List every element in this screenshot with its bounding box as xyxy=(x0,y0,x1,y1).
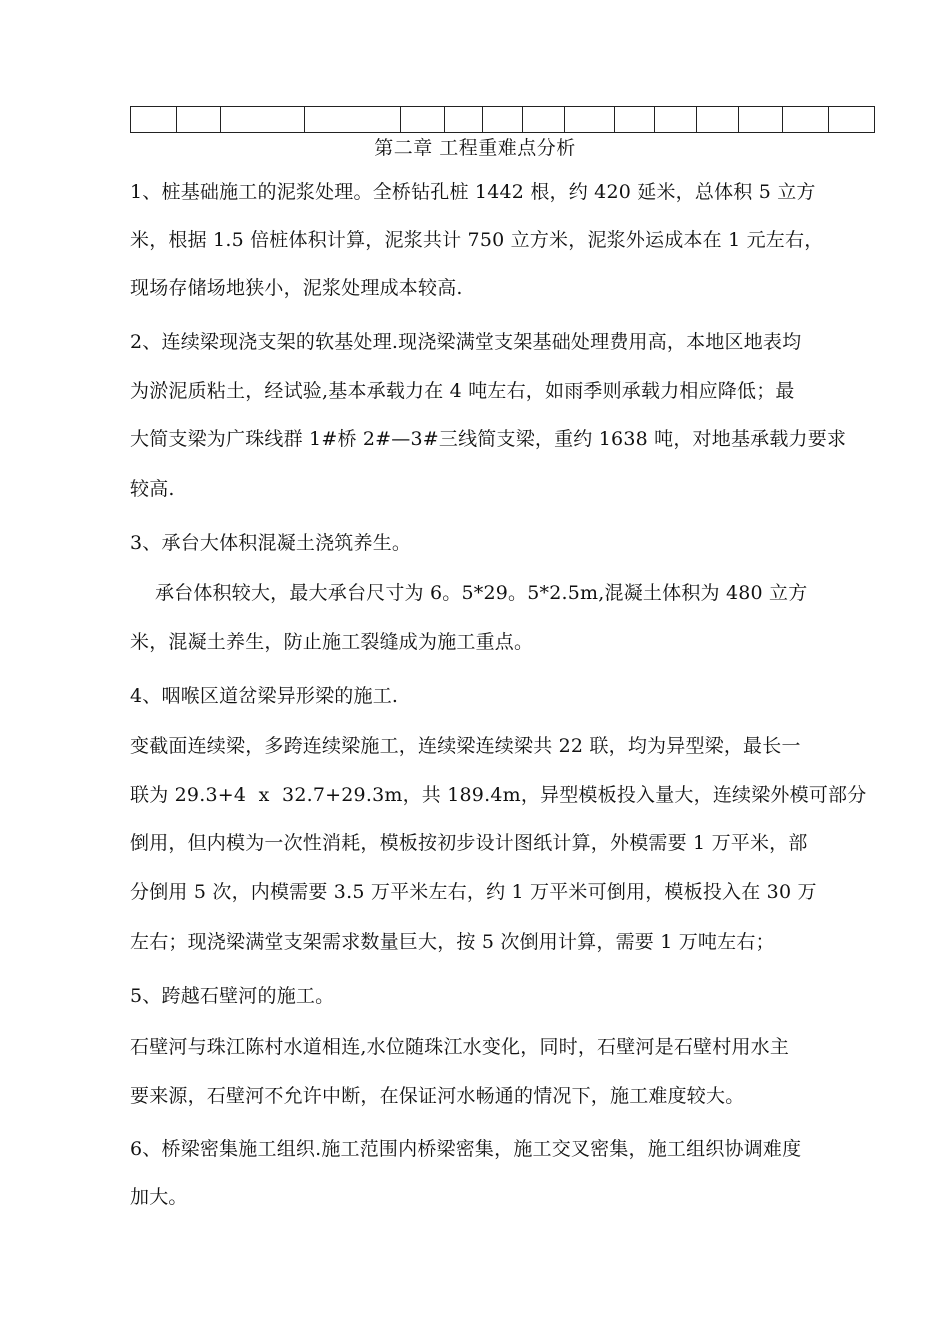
body-line: 米，混凝土养生，防止施工裂缝成为施工重点。 xyxy=(130,631,534,653)
table-cell xyxy=(829,107,875,133)
chapter-title: 第二章 工程重难点分析 xyxy=(374,137,576,159)
body-line: 变截面连续梁，多跨连续梁施工，连续梁连续梁共 22 联，均为异型梁，最长一 xyxy=(130,735,801,757)
table-cell xyxy=(697,107,739,133)
table-cell xyxy=(783,107,829,133)
header-empty-table xyxy=(130,106,875,133)
table-cell xyxy=(655,107,697,133)
table-cell xyxy=(221,107,305,133)
body-line: 较高. xyxy=(130,478,175,500)
body-line: 现场存储场地狭小，泥浆处理成本较高. xyxy=(130,277,463,299)
body-line: 石壁河与珠江陈村水道相连,水位随珠江水变化，同时，石壁河是石壁村用水主 xyxy=(130,1036,790,1058)
body-line: 联为 29.3+4 x 32.7+29.3m，共 189.4m，异型模板投入量大，连续梁外模可部分 xyxy=(130,784,867,806)
body-line: 承台体积较大，最大承台尺寸为 6。5*29。5*2.5m,混凝土体积为 480 立方 xyxy=(130,582,808,604)
body-line: 2、连续梁现浇支架的软基处理.现浇梁满堂支架基础处理费用高，本地区地表均 xyxy=(130,331,802,353)
body-line: 6、桥梁密集施工组织.施工范围内桥梁密集，施工交叉密集，施工组织协调难度 xyxy=(130,1138,802,1160)
body-line: 3、承台大体积混凝土浇筑养生。 xyxy=(130,532,412,554)
table-cell xyxy=(131,107,177,133)
table-row xyxy=(131,107,875,133)
body-line: 大简支梁为广珠线群 1#桥 2#—3#三线简支梁，重约 1638 吨，对地基承载力要求 xyxy=(130,428,847,450)
body-line: 1、桩基础施工的泥浆处理。全桥钻孔桩 1442 根，约 420 延米，总体积 5 立方 xyxy=(130,181,816,203)
body-line: 米，根据 1.5 倍桩体积计算，泥浆共计 750 立方米，泥浆外运成本在 1 元左右， xyxy=(130,229,824,251)
table-cell xyxy=(305,107,401,133)
body-line: 要来源，石壁河不允许中断，在保证河水畅通的情况下，施工难度较大。 xyxy=(130,1085,745,1107)
body-line: 5、跨越石壁河的施工。 xyxy=(130,985,335,1007)
body-line: 为淤泥质粘土，经试验,基本承载力在 4 吨左右，如雨季则承载力相应降低；最 xyxy=(130,380,795,402)
table-cell xyxy=(177,107,221,133)
body-line: 加大。 xyxy=(130,1186,188,1208)
table-cell xyxy=(615,107,655,133)
table-cell xyxy=(739,107,783,133)
table-cell xyxy=(445,107,483,133)
table-cell xyxy=(401,107,445,133)
table-cell xyxy=(565,107,615,133)
table-cell xyxy=(483,107,523,133)
body-line: 分倒用 5 次，内模需要 3.5 万平米左右，约 1 万平米可倒用，模板投入在 30 万 xyxy=(130,881,817,903)
body-line: 倒用，但内模为一次性消耗，模板按初步设计图纸计算，外模需要 1 万平米，部 xyxy=(130,832,808,854)
body-line: 4、咽喉区道岔梁异形梁的施工. xyxy=(130,685,399,707)
table-cell xyxy=(523,107,565,133)
body-line: 左右；现浇梁满堂支架需求数量巨大，按 5 次倒用计算，需要 1 万吨左右； xyxy=(130,931,775,953)
